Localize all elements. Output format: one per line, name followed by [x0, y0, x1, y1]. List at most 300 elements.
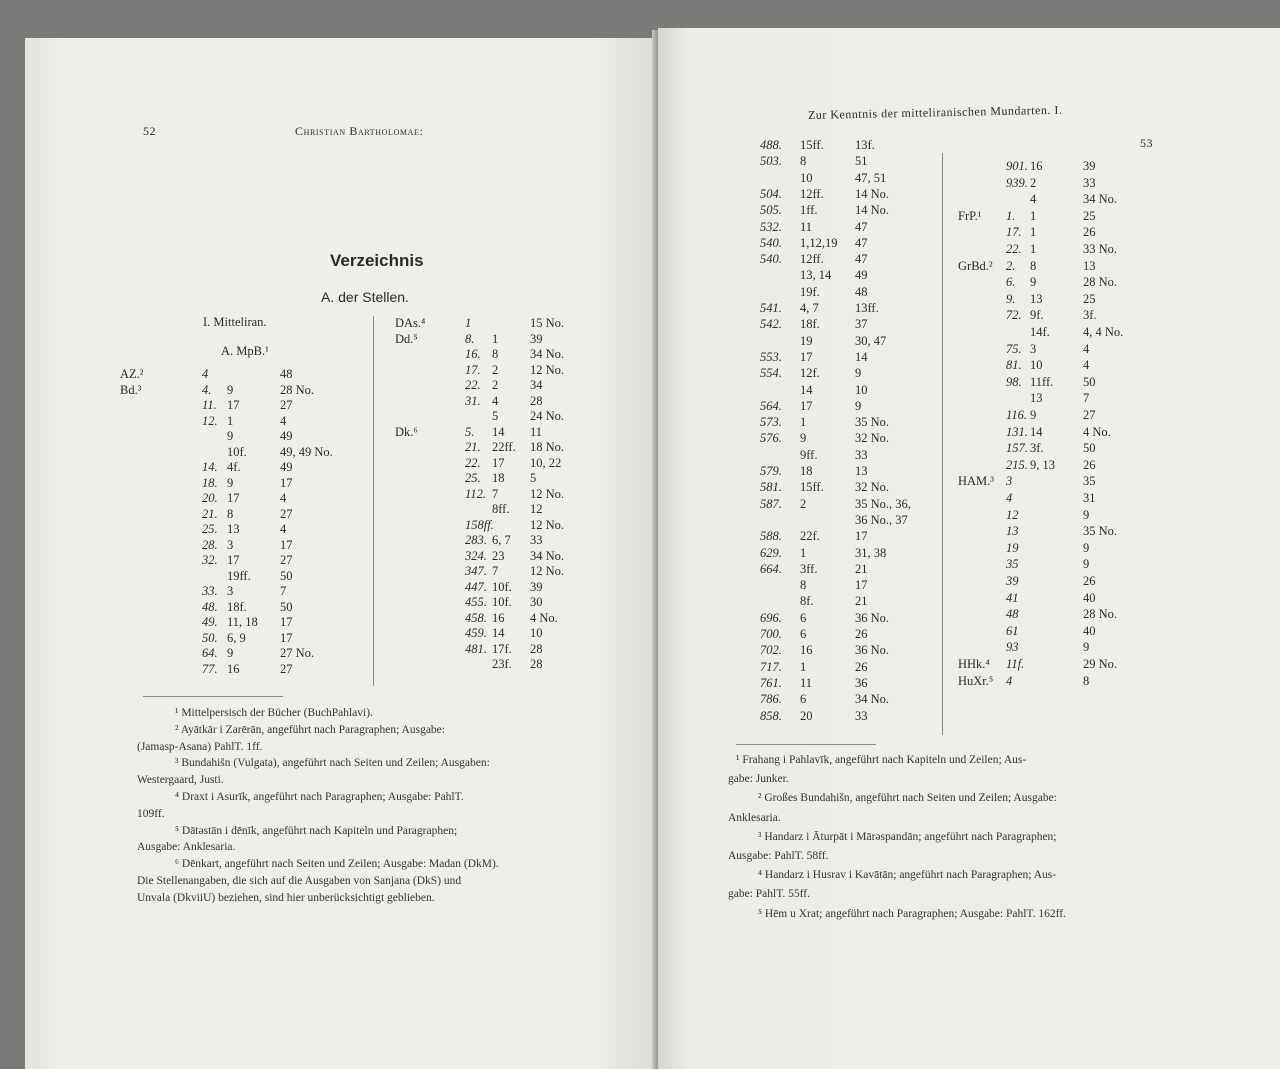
index-ref: 22. — [465, 378, 481, 392]
index-line: 11 — [800, 219, 813, 234]
index-ref: 157. — [1006, 441, 1028, 456]
index-ref: 35 — [1006, 557, 1019, 572]
index-page: 31, 38 — [855, 545, 887, 560]
index-line: 1 — [800, 659, 807, 674]
index-ref: 9. — [1006, 291, 1016, 306]
section-heading: I. Mitteliran. — [203, 315, 267, 329]
index-ref: 14. — [202, 460, 218, 474]
index-line: 1ff. — [800, 203, 818, 218]
footnote-line: ⁵ Dātəstān i dēnīk, angeführt nach Kapiteln und Paragraphen; — [175, 824, 458, 837]
index-line: 8ff. — [492, 502, 510, 516]
index-page: 34 — [530, 378, 543, 392]
index-ref: 504. — [760, 186, 782, 201]
footnote-line: Die Stellenangaben, die sich auf die Ausgaben von Sanjana (DkS) und — [137, 875, 462, 887]
index-line: 9 — [1030, 408, 1037, 422]
index-line: 16 — [227, 661, 240, 676]
index-page: 17 — [280, 475, 293, 490]
index-page: 21 — [855, 561, 868, 576]
index-ref: 64. — [202, 646, 218, 660]
index-line: 14 — [492, 424, 505, 439]
index-line: 4 — [1030, 192, 1037, 207]
index-ref: 39 — [1006, 574, 1019, 588]
page-title: Verzeichnis — [330, 251, 424, 270]
index-ref: 505. — [760, 203, 782, 218]
index-line: 9ff. — [800, 447, 818, 462]
index-ref: 11f. — [1006, 657, 1025, 671]
footnote-line: ¹ Frahang i Pahlavīk, angeführt nach Kapiteln und Zeilen; Aus- — [736, 754, 1027, 766]
index-line: 18 — [800, 464, 813, 478]
index-ref: 158ff. — [465, 517, 494, 532]
index-line: 6 — [800, 692, 807, 707]
index-page: 4 — [280, 491, 287, 505]
index-line: 14 — [800, 382, 813, 397]
footnote-line: ⁶ Dēnkart, angeführt nach Seiten und Zeilen; Ausgabe: Madan (DkM). — [175, 858, 499, 871]
index-ref: 588. — [760, 529, 782, 544]
index-siglum: FrP.¹ — [958, 208, 982, 223]
index-line: 10f. — [492, 579, 512, 594]
index-ref: 12 — [1006, 507, 1019, 522]
index-page: 21 — [855, 594, 868, 609]
footnote-line: Ausgabe: Anklesaria. — [137, 841, 236, 854]
index-page: 51 — [855, 154, 868, 169]
index-line: 10 — [800, 170, 813, 185]
index-page: 50 — [1083, 374, 1096, 389]
index-line: 1 — [800, 415, 807, 430]
index-ref: 33. — [202, 584, 218, 598]
index-page: 9 — [1083, 540, 1090, 555]
index-page: 50 — [280, 568, 293, 583]
index-ref: 17. — [465, 362, 481, 377]
index-line: 1 — [227, 413, 234, 428]
index-page: 4 — [1083, 358, 1090, 373]
index-ref: 481. — [465, 641, 487, 656]
index-line: 3f. — [1030, 441, 1044, 456]
footnote-line: ⁴ Draxt i Asurīk, angeführt nach Paragraphen; Ausgabe: PahlT. — [175, 791, 464, 803]
index-line: 5 — [492, 409, 499, 423]
index-ref: 587. — [760, 496, 782, 511]
index-page: 26 — [1083, 457, 1096, 472]
index-page: 37 — [855, 317, 868, 332]
index-line: 10f. — [227, 444, 247, 459]
index-ref: 21. — [465, 440, 481, 454]
index-ref: 75. — [1006, 341, 1022, 356]
index-page: 28 No. — [1083, 275, 1118, 290]
index-line: 16 — [492, 610, 505, 625]
index-ref: 347. — [465, 564, 487, 578]
index-ref: 579. — [760, 464, 782, 478]
index-page: 49, 49 No. — [280, 444, 333, 459]
right-page — [658, 28, 1280, 1069]
index-page: 34 No. — [530, 347, 565, 361]
index-page: 48 — [855, 284, 868, 299]
index-line: 1 — [492, 331, 499, 346]
index-page: 36 No., 37 — [855, 512, 908, 527]
index-ref: 564. — [760, 398, 782, 413]
index-siglum: Dd.⁵ — [395, 331, 418, 346]
index-page: 39 — [530, 579, 543, 594]
index-line: 7 — [492, 564, 499, 578]
index-line: 14 — [1030, 424, 1043, 439]
index-line: 13, 14 — [800, 268, 832, 283]
index-page: 33 — [855, 447, 868, 462]
index-page: 39 — [1083, 159, 1096, 173]
index-ref: 25. — [202, 522, 218, 536]
index-page: 27 — [280, 506, 293, 521]
index-ref: 16. — [465, 347, 481, 361]
index-page: 47 — [855, 219, 868, 234]
index-line: 23 — [492, 548, 505, 563]
index-ref: 93 — [1006, 640, 1019, 655]
footnote-rule-left — [143, 696, 283, 697]
index-line: 7 — [492, 486, 499, 501]
index-ref: 761. — [760, 675, 782, 690]
footnote-line: ⁴ Handarz i Husrav i Kavātān; angeführt nach Paragraphen; Aus- — [758, 869, 1057, 882]
index-page: 25 — [1083, 291, 1096, 306]
index-line: 6 — [800, 610, 807, 625]
index-page: 17 — [855, 529, 868, 544]
index-ref: 1 — [465, 316, 472, 330]
index-line: 19 — [800, 333, 813, 348]
index-ref: 553. — [760, 349, 782, 364]
index-page: 35 No. — [855, 415, 890, 430]
subsection-heading: A. MpB.¹ — [221, 344, 269, 358]
index-page: 17 — [855, 578, 868, 593]
index-line: 18f. — [800, 317, 820, 332]
index-page: 27 — [280, 553, 293, 567]
index-page: 35 No., 36, — [855, 496, 911, 511]
index-line: 6, 9 — [227, 630, 246, 645]
index-page: 49 — [855, 268, 868, 283]
index-ref: 17. — [1006, 225, 1022, 240]
index-page: 13 — [1083, 258, 1096, 273]
index-page: 17 — [280, 630, 293, 645]
page-subtitle: A. der Stellen. — [321, 289, 409, 305]
index-page: 27 — [280, 398, 293, 412]
index-ref: 8. — [465, 331, 475, 346]
index-page: 40 — [1083, 623, 1096, 638]
index-line: 13 — [1030, 391, 1043, 406]
index-ref: 20. — [202, 491, 218, 505]
index-line: 15ff. — [800, 480, 824, 495]
index-page: 50 — [280, 599, 293, 614]
index-ref: 32. — [202, 553, 218, 567]
index-page: 49 — [280, 460, 293, 474]
index-line: 2 — [800, 496, 807, 511]
index-page: 14 — [855, 349, 868, 364]
footnote-line: ⁵ Hēm u Xrat; angeführt nach Paragraphen; Ausgabe: PahlT. 162ff. — [758, 907, 1066, 920]
index-ref: 12. — [202, 413, 218, 428]
index-ref: 215. — [1006, 457, 1028, 472]
index-page: 48 — [280, 367, 293, 381]
index-line: 22f. — [800, 529, 820, 544]
index-line: 13 — [1030, 291, 1043, 306]
index-line: 8 — [800, 154, 807, 169]
column-divider-left — [373, 316, 374, 686]
index-page: 5 — [530, 471, 537, 485]
index-page: 30 — [530, 595, 543, 609]
index-line: 12ff. — [800, 186, 824, 201]
index-line: 17f. — [492, 641, 512, 656]
footnote-line: (Jamasp-Asana) PahlT. 1ff. — [137, 740, 263, 753]
index-ref: 22. — [1006, 242, 1022, 256]
footnote-line: Westergaard, Justi. — [137, 774, 224, 787]
index-ref: 858. — [760, 708, 782, 723]
index-line: 8 — [227, 506, 234, 521]
page-number-left: 52 — [143, 124, 156, 138]
running-head-left: Christian Bartholomae: — [295, 124, 424, 138]
index-page: 14 No. — [855, 203, 890, 218]
index-ref: 459. — [465, 626, 487, 640]
index-line: 8 — [800, 578, 807, 593]
index-page: 32 No. — [855, 431, 890, 446]
index-page: 36 — [855, 675, 868, 690]
index-line: 17 — [800, 398, 813, 413]
index-page: 25 — [1083, 208, 1096, 223]
index-page: 3f. — [1083, 308, 1097, 323]
footnote-line: ² Großes Bundahišn, angeführt nach Seiten und Zeilen; Ausgabe: — [758, 792, 1057, 805]
index-page: 9 — [855, 398, 862, 413]
index-line: 10f. — [492, 595, 512, 609]
index-line: 3 — [227, 584, 234, 598]
index-page: 10 — [855, 382, 868, 397]
index-ref: 48 — [1006, 607, 1019, 622]
index-page: 28 No. — [280, 382, 315, 397]
index-ref: 458. — [465, 610, 487, 625]
index-page: 18 No. — [530, 440, 565, 454]
footnote-line: 109ff. — [137, 807, 165, 820]
index-line: 12f. — [800, 366, 820, 381]
index-siglum: GrBd.² — [958, 258, 993, 273]
index-page: 50 — [1083, 441, 1096, 456]
index-page: 9 — [1083, 640, 1090, 655]
index-ref: 77. — [202, 661, 218, 676]
index-page: 7 — [1083, 391, 1090, 406]
index-ref: 283. — [465, 533, 487, 547]
index-page: 9 — [1083, 557, 1090, 572]
index-line: 9, 13 — [1030, 457, 1055, 472]
index-ref: 576. — [760, 431, 782, 446]
index-line: 17 — [227, 398, 240, 412]
index-line: 8f. — [800, 594, 814, 609]
index-line: 18f. — [227, 599, 247, 614]
index-page: 12 No. — [530, 362, 565, 377]
index-page: 29 No. — [1083, 657, 1118, 671]
index-ref: 1. — [1006, 208, 1016, 223]
index-line: 4 — [492, 393, 499, 408]
footnote-line: Unvala (DkviiU) beziehen, sind hier unberücksichtigt geblieben. — [137, 891, 435, 904]
index-line: 19f. — [800, 284, 820, 299]
index-line: 20 — [800, 708, 813, 723]
index-page: 26 — [1083, 225, 1096, 240]
index-page: 13ff. — [855, 301, 879, 315]
index-ref: 4 — [1006, 673, 1013, 688]
index-ref: 21. — [202, 506, 218, 521]
index-page: 32 No. — [855, 480, 890, 495]
index-page: 9 — [1083, 507, 1090, 522]
footnote-line: ³ Bundahišn (Vulgata), angeführt nach Seiten und Zeilen; Ausgaben: — [175, 757, 490, 770]
index-line: 6, 7 — [492, 533, 511, 547]
index-line: 3 — [227, 537, 234, 552]
index-page: 9 — [855, 366, 862, 381]
index-line: 13 — [227, 522, 240, 536]
index-line: 17 — [227, 491, 240, 505]
index-line: 17 — [492, 455, 505, 470]
index-page: 4, 4 No. — [1083, 325, 1124, 339]
index-page: 33 — [855, 708, 868, 723]
index-ref: 939. — [1006, 175, 1028, 190]
index-line: 9 — [800, 431, 807, 446]
index-ref: 116. — [1006, 408, 1027, 422]
index-page: 4 No. — [1083, 424, 1111, 439]
footnote-line: gabe: PahlT. 55ff. — [728, 888, 810, 901]
index-page: 33 — [1083, 175, 1096, 190]
index-ref: 447. — [465, 579, 487, 594]
index-siglum: HuXr.⁵ — [958, 673, 994, 688]
index-line: 16 — [800, 643, 813, 658]
footnote-line: Ausgabe: PahlT. 58ff. — [728, 850, 829, 862]
index-page: 4 — [280, 522, 287, 536]
index-ref: 4. — [202, 382, 212, 397]
footnote-line: Anklesaria. — [728, 811, 781, 824]
index-ref: 13 — [1006, 524, 1019, 539]
index-page: 4 No. — [530, 610, 558, 625]
index-page: 14 No. — [855, 186, 890, 201]
index-line: 12ff. — [800, 252, 824, 267]
index-page: 11 — [530, 424, 543, 439]
index-ref: 541. — [760, 301, 782, 315]
index-ref: 581. — [760, 480, 782, 495]
index-page: 13f. — [855, 138, 875, 152]
index-page: 4 — [1083, 341, 1090, 356]
index-page: 30, 47 — [855, 333, 887, 348]
index-page: 24 No. — [530, 409, 565, 423]
index-ref: 540. — [760, 252, 782, 267]
index-page: 33 — [530, 533, 543, 547]
index-line: 11, 18 — [227, 615, 258, 629]
index-line: 2 — [492, 378, 499, 392]
index-line: 9 — [227, 475, 234, 490]
index-siglum: DAs.⁴ — [395, 316, 426, 330]
index-page: 17 — [280, 615, 293, 629]
index-page: 26 — [855, 627, 868, 641]
index-ref: 2. — [1006, 258, 1016, 273]
index-siglum: HHk.⁴ — [958, 657, 990, 671]
index-siglum: Dk.⁶ — [395, 424, 418, 439]
index-page: 39 — [530, 331, 543, 346]
index-siglum: Bd.³ — [120, 382, 142, 397]
index-ref: 19 — [1006, 540, 1019, 555]
index-ref: 81. — [1006, 358, 1022, 373]
index-page: 27 — [280, 661, 293, 676]
index-ref: 72. — [1006, 308, 1022, 323]
index-page: 7 — [280, 584, 287, 598]
index-page: 10 — [530, 626, 543, 640]
index-ref: 131. — [1006, 424, 1028, 439]
index-page: 28 — [530, 657, 543, 671]
index-page: 28 No. — [1083, 607, 1118, 622]
index-page: 47 — [855, 252, 868, 267]
index-page: 27 No. — [280, 646, 315, 660]
index-ref: 554. — [760, 366, 782, 381]
index-line: 8 — [492, 347, 499, 361]
index-page: 12 No. — [530, 486, 565, 501]
index-ref: 532. — [760, 219, 782, 234]
index-page: 34 No. — [1083, 192, 1118, 207]
index-line: 1 — [1030, 225, 1037, 240]
footnote-rule-right — [736, 744, 876, 745]
index-line: 14f. — [1030, 325, 1050, 339]
index-page: 35 No. — [1083, 524, 1118, 539]
index-page: 26 — [1083, 574, 1096, 588]
index-ref: 50. — [202, 630, 218, 645]
index-ref: 503. — [760, 154, 782, 169]
index-line: 6 — [800, 627, 807, 641]
index-line: 19ff. — [227, 568, 251, 583]
index-siglum: HAM.³ — [958, 474, 995, 489]
page-number-right: 53 — [1140, 136, 1153, 150]
index-line: 11ff. — [1030, 374, 1054, 389]
footnote-line: ¹ Mittelpersisch der Bücher (BuchPahlavi). — [175, 707, 373, 719]
index-ref: 542. — [760, 317, 782, 332]
index-line: 23f. — [492, 657, 512, 671]
index-ref: 18. — [202, 475, 218, 490]
index-line: 9 — [227, 646, 234, 660]
index-ref: 4 — [202, 367, 209, 381]
index-ref: 5. — [465, 424, 475, 439]
index-page: 26 — [855, 659, 868, 674]
index-ref: 717. — [760, 659, 782, 674]
index-siglum: AZ.² — [120, 367, 144, 381]
index-line: 9 — [227, 429, 234, 443]
running-head-right: Zur Kenntnis der mitteliranischen Mundarten. I. — [807, 102, 1063, 122]
left-page — [25, 38, 657, 1069]
index-line: 1 — [800, 545, 807, 560]
index-page: 40 — [1083, 590, 1096, 605]
index-page: 35 — [1083, 474, 1096, 489]
index-page: 12 No. — [530, 564, 565, 578]
index-line: 15ff. — [800, 138, 824, 152]
index-page: 13 — [855, 464, 868, 478]
index-page: 15 No. — [530, 316, 565, 330]
index-line: 17 — [227, 553, 240, 567]
index-ref: 696. — [760, 610, 782, 625]
index-line: 2 — [1030, 175, 1037, 190]
index-line: 2 — [492, 362, 499, 377]
index-page: 12 — [530, 502, 543, 516]
index-page: 34 No. — [855, 692, 890, 707]
footnote-line: ³ Handarz i Āturpāt i Mārəspandān; angeführt nach Paragraphen; — [758, 830, 1057, 843]
index-page: 12 No. — [530, 517, 565, 532]
index-ref: 3 — [1006, 474, 1013, 489]
footnote-line: ² Ayātkār i Zarērān, angeführt nach Paragraphen; Ausgabe: — [175, 723, 445, 736]
index-ref: 6. — [1006, 275, 1016, 290]
index-page: 36 No. — [855, 610, 890, 625]
index-ref: 112. — [465, 486, 486, 501]
index-page: 33 No. — [1083, 242, 1118, 256]
index-line: 16 — [1030, 159, 1043, 173]
index-page: 4 — [280, 413, 287, 428]
index-line: 8 — [1030, 258, 1037, 273]
index-page: 47 — [855, 235, 868, 250]
index-page: 47, 51 — [855, 170, 887, 185]
index-line: 10 — [1030, 358, 1043, 373]
index-line: 3 — [1030, 341, 1037, 356]
index-line: 11 — [800, 675, 813, 690]
footnote-line: gabe: Junker. — [728, 773, 789, 786]
index-line: 22ff. — [492, 440, 516, 454]
index-ref: 41 — [1006, 590, 1019, 605]
index-ref: 28. — [202, 537, 218, 552]
